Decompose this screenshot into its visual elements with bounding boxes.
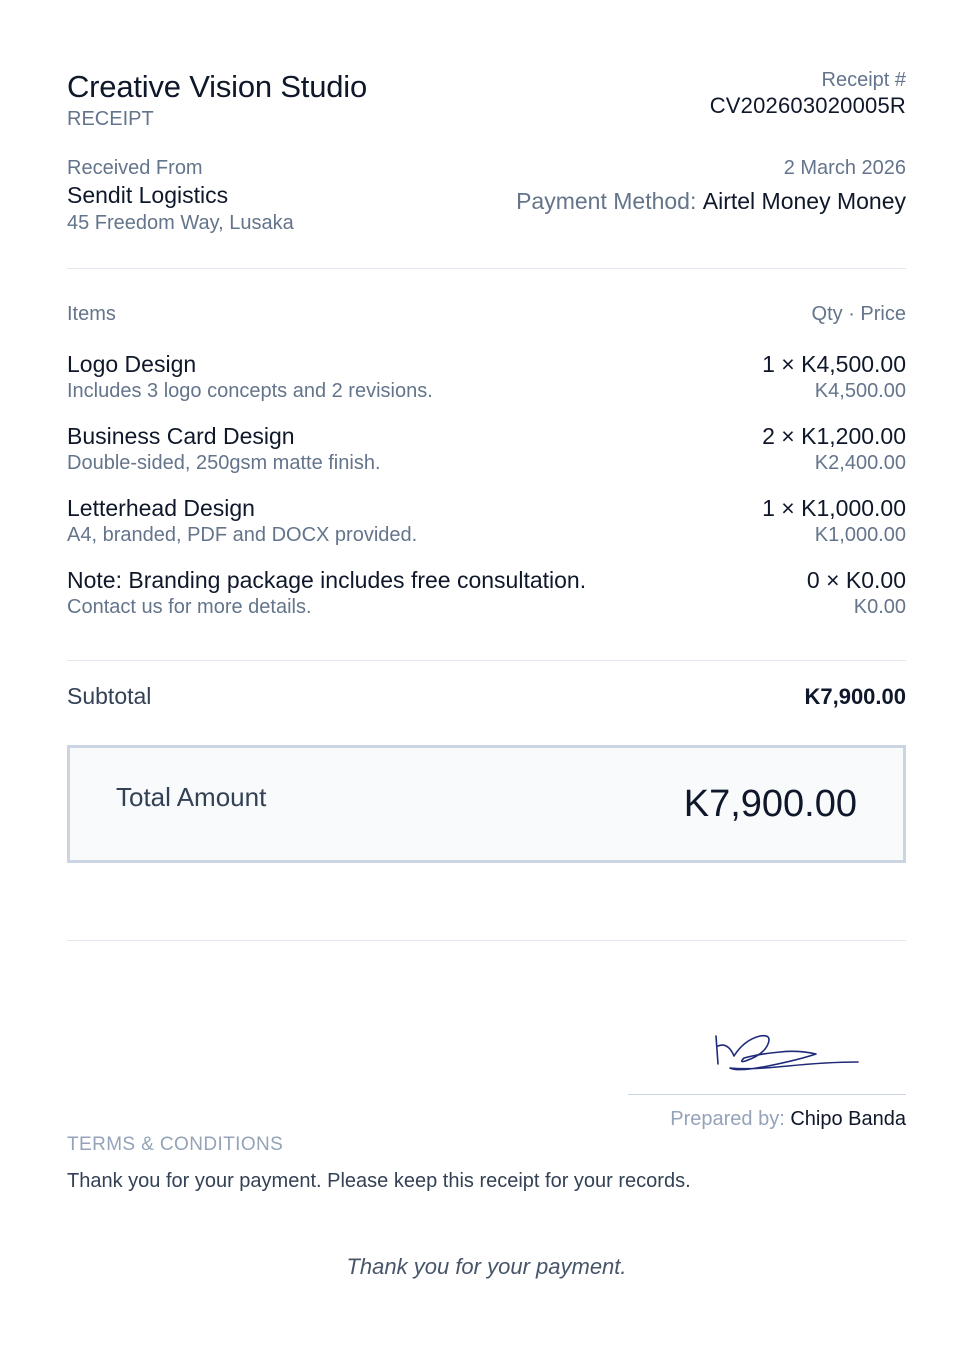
divider <box>67 660 906 661</box>
item-line-total: K2,400.00 <box>814 452 906 474</box>
list-item <box>67 565 906 637</box>
item-line-total: K1,000.00 <box>814 524 906 546</box>
item-qty-price: 1 × K4,500.00 <box>762 351 906 377</box>
items-list <box>67 349 906 637</box>
receipt-page <box>67 0 906 1349</box>
receipt-date: 2 March 2026 <box>783 157 906 179</box>
subtotal-value: K7,900.00 <box>804 683 906 709</box>
qty-price-column-header: Qty · Price <box>811 303 906 325</box>
list-item <box>67 421 906 493</box>
subtotal-row <box>67 683 906 710</box>
signature-image <box>708 1026 868 1086</box>
prepared-by-label: Prepared by: <box>670 1108 785 1130</box>
item-description: Includes 3 logo concepts and 2 revisions. <box>67 380 433 402</box>
item-name: Business Card Design <box>67 423 295 449</box>
terms-title: TERMS & CONDITIONS <box>67 1134 284 1155</box>
divider <box>67 268 906 269</box>
item-description: Contact us for more details. <box>67 596 312 618</box>
item-description: Double-sided, 250gsm matte finish. <box>67 452 381 474</box>
received-from-block <box>67 155 294 237</box>
parties-section <box>67 155 906 237</box>
items-column-header: Items <box>67 303 116 325</box>
item-name: Letterhead Design <box>67 495 255 521</box>
prepared-by <box>628 1106 906 1132</box>
receipt-header <box>67 68 906 132</box>
signature-line <box>628 1094 906 1095</box>
recipient-address: 45 Freedom Way, Lusaka <box>67 212 294 234</box>
receipt-number: CV202603020005R <box>709 93 906 118</box>
payment-method <box>516 181 906 221</box>
document-type: RECEIPT <box>67 108 154 130</box>
prepared-by-name: Chipo Banda <box>790 1108 906 1130</box>
item-name: Logo Design <box>67 351 197 377</box>
item-line-total: K4,500.00 <box>814 380 906 402</box>
total-amount-value: K7,900.00 <box>683 782 857 825</box>
signature-block <box>628 1026 906 1132</box>
item-description: A4, branded, PDF and DOCX provided. <box>67 524 418 546</box>
terms-text: Thank you for your payment. Please keep this receipt for your records. <box>67 1170 691 1192</box>
item-qty-price: 2 × K1,200.00 <box>762 423 906 449</box>
list-item <box>67 349 906 421</box>
item-line-total: K0.00 <box>853 596 906 618</box>
company-block <box>67 68 367 132</box>
list-item <box>67 493 906 565</box>
payment-info-block <box>516 155 906 237</box>
received-from-label: Received From <box>67 157 203 179</box>
subtotal-label: Subtotal <box>67 683 152 709</box>
items-header <box>67 303 906 326</box>
divider <box>67 940 906 941</box>
receipt-number-block <box>710 68 906 132</box>
item-name: Note: Branding package includes free consultation. <box>67 567 587 593</box>
payment-method-label: Payment Method: <box>516 188 697 214</box>
payment-method-value: Airtel Money Money <box>702 188 906 214</box>
total-amount-label: Total Amount <box>116 781 267 812</box>
receipt-number-label: Receipt # <box>821 69 906 91</box>
total-amount-box <box>67 745 906 863</box>
item-qty-price: 0 × K0.00 <box>806 567 906 593</box>
footer-note: Thank you for your payment. <box>346 1254 627 1279</box>
company-name: Creative Vision Studio <box>67 69 368 104</box>
recipient-name: Sendit Logistics <box>67 182 229 208</box>
item-qty-price: 1 × K1,000.00 <box>762 495 906 521</box>
